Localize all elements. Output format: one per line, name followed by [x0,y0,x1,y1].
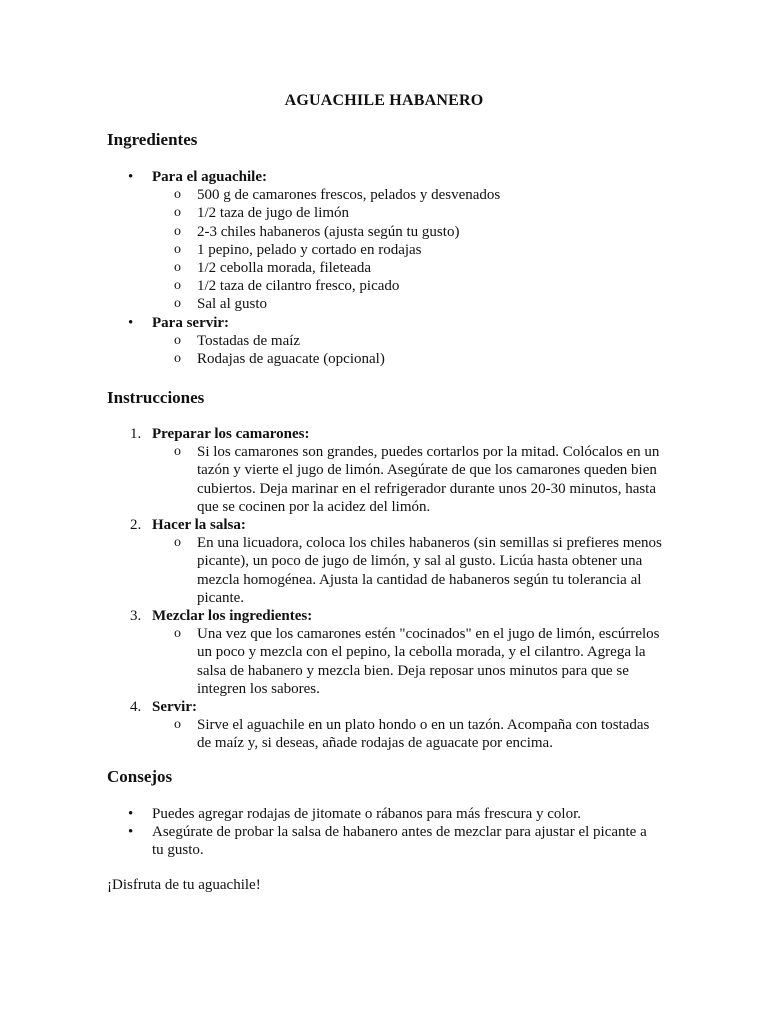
list-item [0,223,768,241]
sub-bullet-icon: o [174,626,181,642]
step-detail: En una licuadora, coloca los chiles habaneros (sin semillas si prefieres menos picante), un poco de jugo de limón, y sal al gusto. Licúa hasta obtener una mezcla homogénea. Ajusta la cantidad de habaneros según tu tolerancia al picante. [197,535,662,606]
step-label: Mezclar los ingredientes: [152,608,313,624]
sub-bullet-icon: o [174,241,181,257]
bullet-icon: • [128,169,134,185]
list-item [0,204,768,222]
ingredient-item: 1/2 taza de jugo de limón [197,205,350,222]
tip-text: Asegúrate de probar la salsa de habanero antes de mezclar para ajustar el picante a tu gusto. [152,824,647,859]
bullet-icon: • [128,824,134,841]
sub-bullet-icon: o [174,332,181,348]
step-header [0,607,768,625]
step-detail-item [0,625,768,698]
sub-bullet-icon: o [174,717,181,733]
list-item [0,186,768,204]
step-detail-item [0,534,768,607]
sub-bullet-icon: o [174,278,181,294]
step-header [0,516,768,534]
list-item [0,295,768,313]
ingredient-item: 2-3 chiles habaneros (ajusta según tu gusto) [197,223,460,240]
bullet-icon: • [128,314,134,331]
ingredient-item: 1/2 taza de cilantro fresco, picado [197,278,400,295]
ingredient-item: Rodajas de aguacate (opcional) [197,350,385,367]
ingredient-group [0,314,768,332]
step-header [0,425,768,443]
ingredient-item: 1/2 cebolla morada, fileteada [197,259,372,276]
tips-heading: Consejos [107,767,173,786]
step-detail-item [0,443,768,516]
step-label: Hacer la salsa: [152,517,246,533]
step-detail: Una vez que los camarones estén "cocinados" en el jugo de limón, escúrrelos un poco y mezcla con el pepino, la cebolla morada, y el cilantro. Agrega la salsa de habanero y mezcla bien. Deja reposar unos minutos para que se integren los sabores. [197,626,660,697]
sub-bullet-icon: o [174,444,181,460]
tip-item [0,805,768,823]
list-item [0,277,768,295]
step-label: Servir: [152,699,197,715]
sub-bullet-icon: o [174,223,181,239]
list-item [0,259,768,277]
sub-bullet-icon: o [174,187,181,203]
instructions-heading: Instrucciones [107,388,205,407]
step-header [0,698,768,716]
ingredient-item: Tostadas de maíz [197,332,301,349]
tip-item [0,823,768,859]
ingredient-item: 500 g de camarones frescos, pelados y desvenados [197,187,501,204]
closing-line: ¡Disfruta de tu aguachile! [107,877,261,893]
sub-bullet-icon: o [174,259,181,275]
group-label: Para servir: [152,314,230,331]
sub-bullet-icon: o [174,205,181,221]
step-number: 1. [130,426,142,442]
bullet-icon: • [128,806,134,822]
list-item [0,241,768,259]
sub-bullet-icon: o [174,350,181,366]
instructions-list [0,425,768,753]
step-number: 3. [130,608,142,624]
step-number: 2. [130,517,142,533]
tip-text: Puedes agregar rodajas de jitomate o rábanos para más frescura y color. [152,806,581,822]
step-detail-item [0,716,768,752]
sub-bullet-icon: o [174,535,181,551]
list-item [0,350,768,368]
group-label: Para el aguachile: [152,169,267,185]
sub-bullet-icon: o [174,296,181,312]
ingredients-list [0,168,768,368]
ingredient-group [0,168,768,186]
recipe-title: AGUACHILE HABANERO [284,92,484,109]
step-label: Preparar los camarones: [152,426,310,442]
ingredient-item: 1 pepino, pelado y cortado en rodajas [197,241,422,258]
ingredient-item: Sal al gusto [197,296,267,313]
step-detail: Sirve el aguachile en un plato hondo o en un tazón. Acompaña con tostadas de maíz y, si deseas, añade rodajas de aguacate por encima. [197,717,650,752]
ingredients-heading: Ingredientes [107,130,198,149]
tips-list [0,805,768,860]
step-number: 4. [130,699,142,715]
step-detail: Si los camarones son grandes, puedes cortarlos por la mitad. Colócalos en un tazón y vierte el jugo de limón. Asegúrate de que los camarones queden bien cubiertos. Deja marinar en el refrigerador durante unos 20-30 minutos, hasta que se cocinen por la acidez del limón. [197,444,660,515]
list-item [0,332,768,350]
